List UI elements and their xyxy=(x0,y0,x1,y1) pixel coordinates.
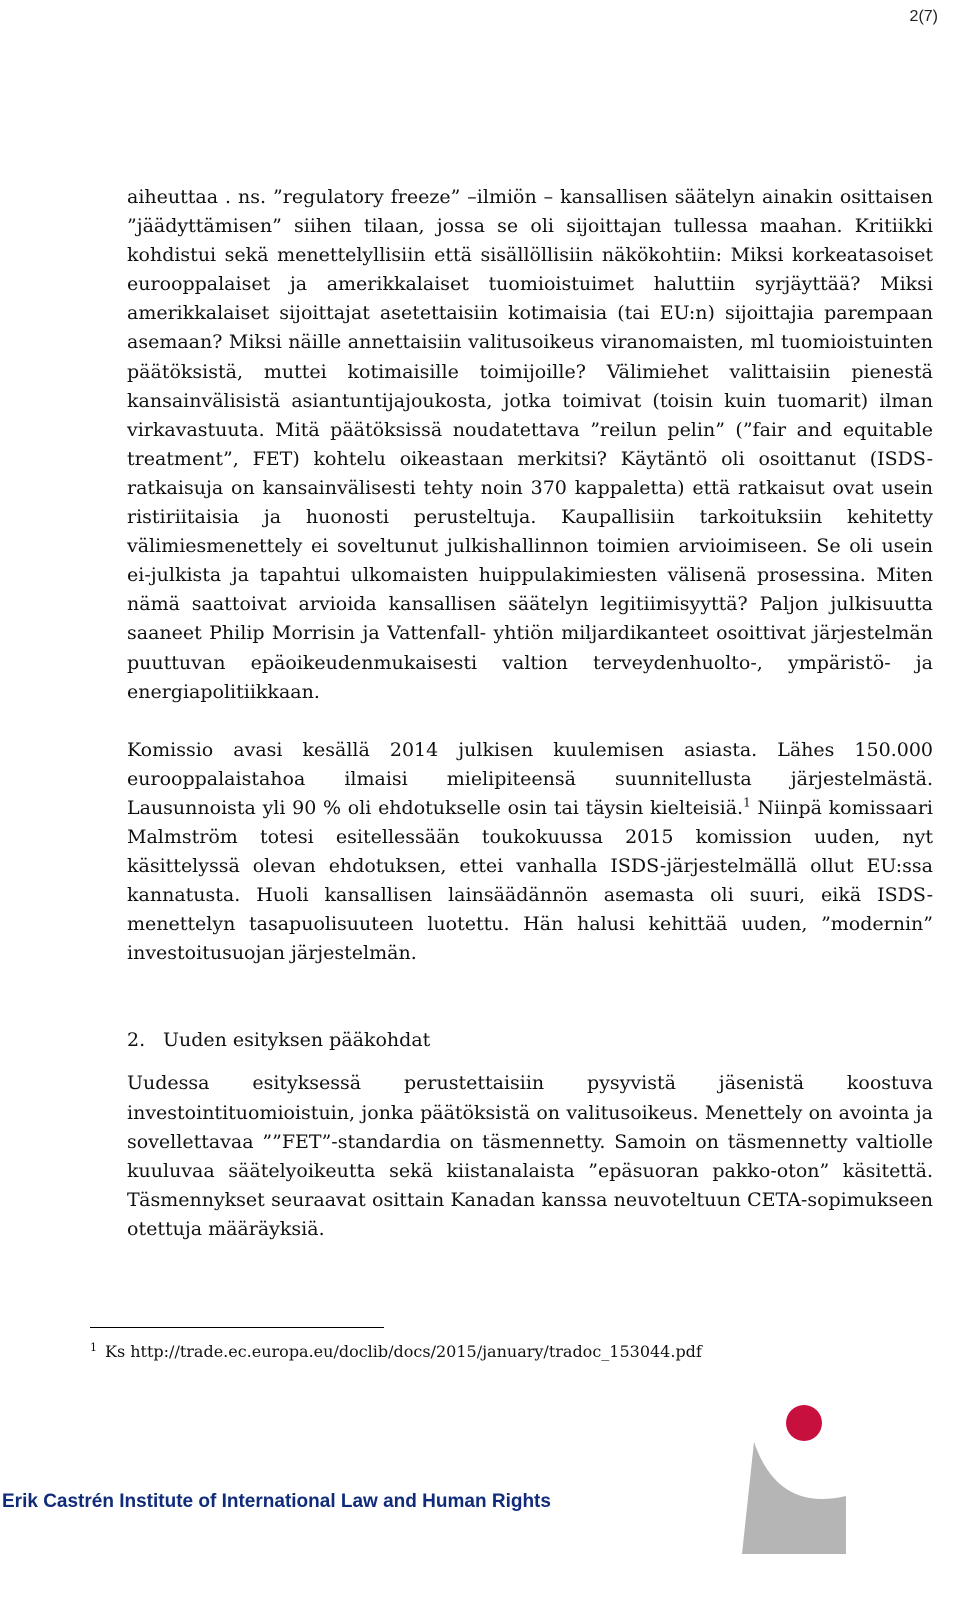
institute-logo-icon xyxy=(738,1404,848,1554)
section-heading xyxy=(127,1026,933,1055)
footnote-mark: 1 xyxy=(90,1340,97,1354)
paragraph-new-proposal: Uudessa esityksessä perustettaisiin pysyvistä jäsenistä koostuva investointituomioistuin, jonka päätöksistä on valitusoikeus. Menettely on avointa ja sovellettavaa ””FET”-standardia on täsmennetty. Samoin on täsmennetty valtiolle kuuluvaa säätelyoikeutta sekä kiistanalaista ”epäsuoran pakko-oton” käsitettä. Täsmennykset seuraavat osittain Kanadan kanssa neuvoteltuun CETA-sopimukseen otettuja määräyksiä. xyxy=(127,1072,933,1240)
logo-swoosh xyxy=(742,1442,846,1554)
footnote xyxy=(90,1341,702,1363)
section-number: 2. xyxy=(127,1029,146,1052)
paragraph-consultation xyxy=(127,736,933,969)
footnote-divider xyxy=(90,1327,384,1328)
document-body xyxy=(127,183,933,1244)
logo-dot xyxy=(786,1405,822,1441)
paragraph-consultation-part2: Niinpä komissaari Malmström totesi esitellessään toukokuussa 2015 komission uuden, nyt käsittelyssä olevan ehdotuksen, ettei vanhalla ISDS-järjestelmällä ollut EU:ssa kannatusta. Huoli kansallisen lainsäädännön asemasta oli suuri, eikä ISDS-menettelyn tasapuolisuuteen luotettu. Hän halusi kehittää uuden, ”modernin” investoitusuojan järjestelmän. xyxy=(127,796,933,965)
page-number: 2(7) xyxy=(909,8,938,25)
institute-name: Erik Castrén Institute of International Law and Human Rights xyxy=(2,1491,551,1512)
paragraph-criticism: aiheuttaa . ns. ”regulatory freeze” –ilmiön – kansallisen säätelyn ainakin osittaisen ”jäädyttämisen” siihen tilaan, jossa se oli sijoittajan tullessa maahan. Kritiikki kohdistui sekä menettelyllisiin että sisällöllisiin näkökohtiin: Miksi korkeatasoiset eurooppalaiset ja amerikkalaiset tuomioistuimet haluttiin syrjäyttää? Miksi amerikkalaiset sijoittajat asetettaisiin kotimaisia (tai EU:n) sijoittajia parempaan asemaan? Miksi näille annettaisiin valitusoikeus viranomaisten, ml tuomioistuinten päätöksistä, muttei kotimaisille toimijoille? Välimiehet valittaisiin pienestä kansainvälisistä asiantuntijajoukosta, jotka toimivat (toisin kuin tuomarit) ilman virkavastuuta. Mitä päätöksissä noudatettava ”reilun pelin” (”fair and equitable treatment”, FET) kohtelu oikeastaan merkitsi? Käytäntö oli osoittanut (ISDS-ratkaisuja on kansainvälisesti tehty noin 370 kappaletta) että ratkaisut ovat usein ristiriitaisia ja huonosti perusteltuja. Kaupallisiin tarkoituksiin kehitetty välimiesmenettely ei soveltunut julkishallinnon toimien arvioimiseen. Se oli usein ei-julkista ja tapahtui ulkomaisten huippulakimiesten välisenä prosessina. Miten nämä saattoivat arvioida kansallisen säätelyn legitiimisyyttä? Paljon julkisuutta saaneet Philip Morrisin ja Vattenfall- yhtiön miljardikanteet osoittivat järjestelmän puuttuvan epäoikeudenmukaisesti valtion terveydenhuolto-, ympäristö- ja energiapolitiikkaan. xyxy=(127,186,933,703)
footnote-reference[interactable]: 1 xyxy=(743,795,751,810)
footnote-link[interactable]: Ks http://trade.ec.europa.eu/doclib/docs/2015/january/tradoc_153044.pdf xyxy=(105,1342,702,1361)
paragraph-consultation-part1: Komissio avasi kesällä 2014 julkisen kuulemisen asiasta. Lähes 150.000 eurooppalaistahoa ilmaisi mielipiteensä suunnitellusta järjestelmästä. Lausunnoista yli 90 % oli ehdotukselle osin tai täysin kielteisiä. xyxy=(127,738,933,819)
section-title: Uuden esityksen pääkohdat xyxy=(163,1029,431,1052)
